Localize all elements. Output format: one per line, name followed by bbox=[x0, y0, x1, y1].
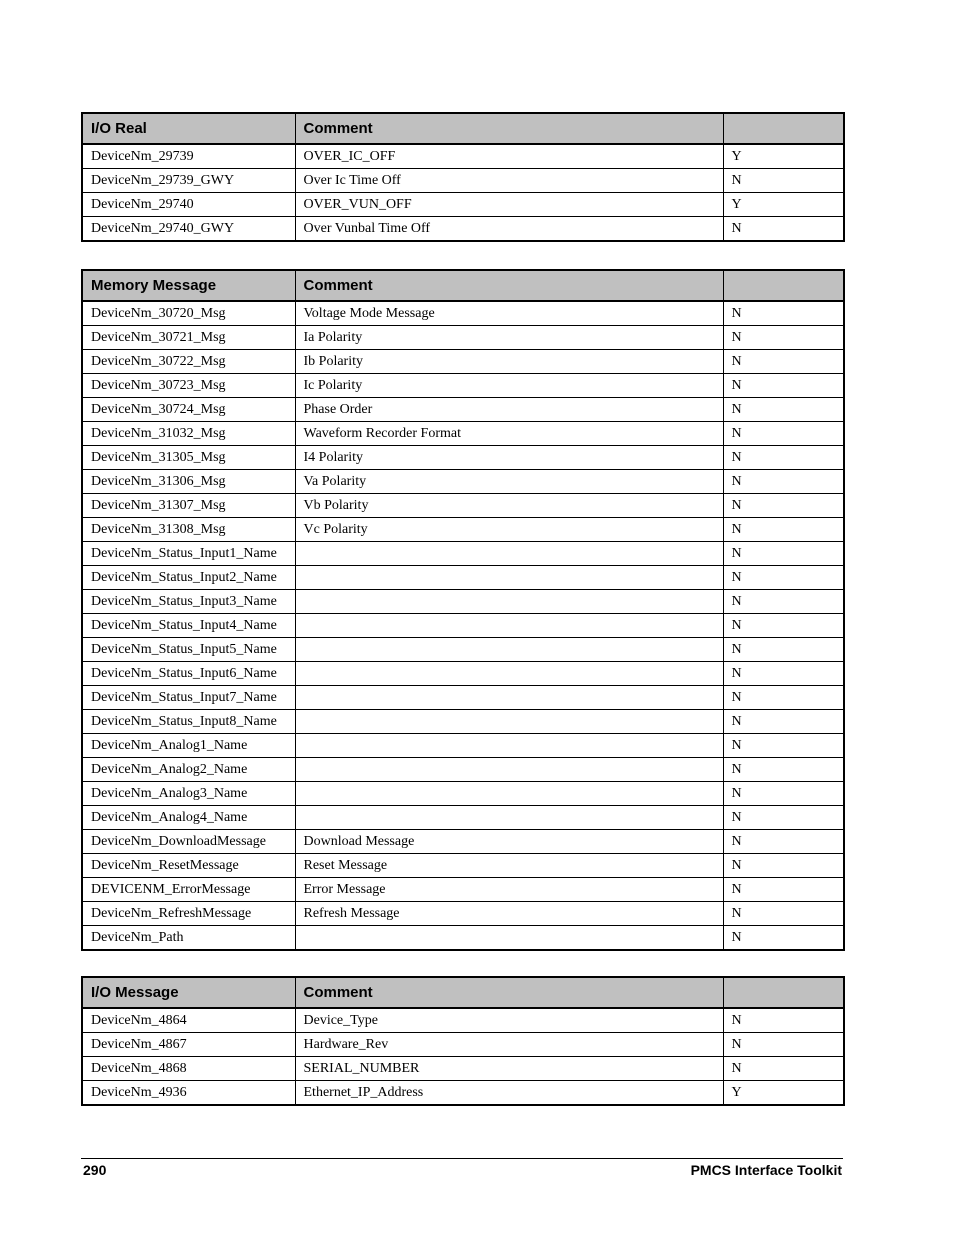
cell-flag: N bbox=[723, 398, 844, 422]
cell-name: DeviceNm_31307_Msg bbox=[82, 494, 295, 518]
cell-name: DeviceNm_31305_Msg bbox=[82, 446, 295, 470]
table-row bbox=[82, 144, 844, 169]
table-row bbox=[82, 326, 844, 350]
cell-name: DeviceNm_30722_Msg bbox=[82, 350, 295, 374]
cell-flag: N bbox=[723, 854, 844, 878]
cell-flag: Y bbox=[723, 1081, 844, 1106]
cell-comment: Phase Order bbox=[295, 398, 723, 422]
book-title: PMCS Interface Toolkit bbox=[690, 1162, 842, 1178]
cell-comment bbox=[295, 926, 723, 951]
cell-flag: N bbox=[723, 686, 844, 710]
cell-name: DeviceNm_Analog3_Name bbox=[82, 782, 295, 806]
table-row bbox=[82, 686, 844, 710]
cell-comment: I4 Polarity bbox=[295, 446, 723, 470]
cell-comment bbox=[295, 566, 723, 590]
cell-flag: N bbox=[723, 518, 844, 542]
header-flag bbox=[723, 270, 844, 301]
cell-comment: Ic Polarity bbox=[295, 374, 723, 398]
table-row bbox=[82, 398, 844, 422]
table-row bbox=[82, 734, 844, 758]
table-row bbox=[82, 494, 844, 518]
header-comment: Comment bbox=[295, 270, 723, 301]
cell-flag: N bbox=[723, 830, 844, 854]
table-row bbox=[82, 446, 844, 470]
cell-flag: N bbox=[723, 638, 844, 662]
cell-flag: N bbox=[723, 301, 844, 326]
cell-name: DeviceNm_30720_Msg bbox=[82, 301, 295, 326]
cell-flag: N bbox=[723, 566, 844, 590]
page-number: 290 bbox=[83, 1162, 107, 1178]
table-row bbox=[82, 350, 844, 374]
cell-flag: N bbox=[723, 217, 844, 242]
table-row bbox=[82, 1033, 844, 1057]
cell-comment bbox=[295, 758, 723, 782]
table-row bbox=[82, 169, 844, 193]
cell-name: DeviceNm_30721_Msg bbox=[82, 326, 295, 350]
cell-name: DeviceNm_Path bbox=[82, 926, 295, 951]
cell-name: DeviceNm_Analog1_Name bbox=[82, 734, 295, 758]
cell-flag: N bbox=[723, 169, 844, 193]
cell-name: DeviceNm_4868 bbox=[82, 1057, 295, 1081]
io-message-table bbox=[81, 976, 845, 1106]
cell-name: DeviceNm_31308_Msg bbox=[82, 518, 295, 542]
cell-flag: Y bbox=[723, 193, 844, 217]
cell-name: DeviceNm_Analog2_Name bbox=[82, 758, 295, 782]
cell-comment bbox=[295, 686, 723, 710]
cell-flag: N bbox=[723, 350, 844, 374]
cell-comment: Download Message bbox=[295, 830, 723, 854]
cell-name: DeviceNm_ResetMessage bbox=[82, 854, 295, 878]
cell-flag: N bbox=[723, 926, 844, 951]
cell-name: DeviceNm_29740_GWY bbox=[82, 217, 295, 242]
cell-comment bbox=[295, 710, 723, 734]
footer-divider bbox=[81, 1158, 843, 1159]
cell-comment bbox=[295, 734, 723, 758]
cell-name: DeviceNm_4936 bbox=[82, 1081, 295, 1106]
header-flag bbox=[723, 977, 844, 1008]
cell-flag: N bbox=[723, 734, 844, 758]
cell-comment: Ethernet_IP_Address bbox=[295, 1081, 723, 1106]
table-row bbox=[82, 301, 844, 326]
table-row bbox=[82, 614, 844, 638]
cell-flag: N bbox=[723, 422, 844, 446]
table-row bbox=[82, 518, 844, 542]
table-row bbox=[82, 1081, 844, 1106]
table-row bbox=[82, 422, 844, 446]
table-row bbox=[82, 1057, 844, 1081]
cell-comment bbox=[295, 806, 723, 830]
cell-comment: Hardware_Rev bbox=[295, 1033, 723, 1057]
cell-comment: Refresh Message bbox=[295, 902, 723, 926]
header-name: I/O Message bbox=[82, 977, 295, 1008]
cell-name: DeviceNm_Status_Input6_Name bbox=[82, 662, 295, 686]
table-row bbox=[82, 542, 844, 566]
cell-flag: N bbox=[723, 782, 844, 806]
cell-comment: Error Message bbox=[295, 878, 723, 902]
cell-comment bbox=[295, 638, 723, 662]
table-row bbox=[82, 193, 844, 217]
table-header-row bbox=[82, 270, 844, 301]
table-row bbox=[82, 710, 844, 734]
table-row bbox=[82, 782, 844, 806]
cell-comment bbox=[295, 542, 723, 566]
table-row bbox=[82, 1008, 844, 1033]
header-name: I/O Real bbox=[82, 113, 295, 144]
cell-name: DeviceNm_Status_Input7_Name bbox=[82, 686, 295, 710]
header-comment: Comment bbox=[295, 977, 723, 1008]
cell-flag: N bbox=[723, 662, 844, 686]
cell-comment: Va Polarity bbox=[295, 470, 723, 494]
cell-name: DeviceNm_31032_Msg bbox=[82, 422, 295, 446]
cell-flag: N bbox=[723, 878, 844, 902]
cell-comment: Vc Polarity bbox=[295, 518, 723, 542]
cell-comment: Ib Polarity bbox=[295, 350, 723, 374]
cell-name: DeviceNm_DownloadMessage bbox=[82, 830, 295, 854]
cell-flag: N bbox=[723, 1008, 844, 1033]
table-row bbox=[82, 470, 844, 494]
cell-flag: N bbox=[723, 446, 844, 470]
table-row bbox=[82, 806, 844, 830]
cell-name: DeviceNm_29739 bbox=[82, 144, 295, 169]
cell-flag: N bbox=[723, 470, 844, 494]
cell-name: DeviceNm_Status_Input3_Name bbox=[82, 590, 295, 614]
cell-comment: Reset Message bbox=[295, 854, 723, 878]
cell-name: DeviceNm_Analog4_Name bbox=[82, 806, 295, 830]
table-row bbox=[82, 638, 844, 662]
cell-name: DeviceNm_Status_Input4_Name bbox=[82, 614, 295, 638]
cell-flag: N bbox=[723, 710, 844, 734]
cell-name: DeviceNm_4864 bbox=[82, 1008, 295, 1033]
cell-comment bbox=[295, 590, 723, 614]
cell-name: DeviceNm_31306_Msg bbox=[82, 470, 295, 494]
cell-name: DeviceNm_Status_Input1_Name bbox=[82, 542, 295, 566]
cell-comment bbox=[295, 662, 723, 686]
table-row bbox=[82, 902, 844, 926]
cell-name: DeviceNm_30724_Msg bbox=[82, 398, 295, 422]
cell-flag: N bbox=[723, 542, 844, 566]
cell-flag: N bbox=[723, 1057, 844, 1081]
table-row bbox=[82, 662, 844, 686]
cell-comment: Waveform Recorder Format bbox=[295, 422, 723, 446]
table-header-row bbox=[82, 113, 844, 144]
cell-flag: N bbox=[723, 326, 844, 350]
cell-comment: Device_Type bbox=[295, 1008, 723, 1033]
header-name: Memory Message bbox=[82, 270, 295, 301]
cell-comment bbox=[295, 782, 723, 806]
cell-comment: Over Vunbal Time Off bbox=[295, 217, 723, 242]
table-row bbox=[82, 878, 844, 902]
table-row bbox=[82, 926, 844, 951]
table-row bbox=[82, 758, 844, 782]
cell-flag: N bbox=[723, 590, 844, 614]
cell-flag: N bbox=[723, 758, 844, 782]
cell-name: DeviceNm_30723_Msg bbox=[82, 374, 295, 398]
cell-name: DeviceNm_4867 bbox=[82, 1033, 295, 1057]
cell-name: DeviceNm_Status_Input8_Name bbox=[82, 710, 295, 734]
cell-flag: N bbox=[723, 1033, 844, 1057]
table-row bbox=[82, 217, 844, 242]
cell-comment: OVER_VUN_OFF bbox=[295, 193, 723, 217]
cell-flag: Y bbox=[723, 144, 844, 169]
memory-message-table bbox=[81, 269, 845, 951]
cell-name: DeviceNm_Status_Input2_Name bbox=[82, 566, 295, 590]
cell-flag: N bbox=[723, 902, 844, 926]
cell-name: DeviceNm_29739_GWY bbox=[82, 169, 295, 193]
cell-flag: N bbox=[723, 494, 844, 518]
io-real-table bbox=[81, 112, 845, 242]
table-row bbox=[82, 590, 844, 614]
cell-comment: Voltage Mode Message bbox=[295, 301, 723, 326]
cell-name: DeviceNm_Status_Input5_Name bbox=[82, 638, 295, 662]
cell-comment: Ia Polarity bbox=[295, 326, 723, 350]
cell-flag: N bbox=[723, 614, 844, 638]
cell-flag: N bbox=[723, 806, 844, 830]
cell-comment: Over Ic Time Off bbox=[295, 169, 723, 193]
table-row bbox=[82, 566, 844, 590]
cell-name: DEVICENM_ErrorMessage bbox=[82, 878, 295, 902]
cell-flag: N bbox=[723, 374, 844, 398]
table-row bbox=[82, 374, 844, 398]
header-flag bbox=[723, 113, 844, 144]
header-comment: Comment bbox=[295, 113, 723, 144]
table-row bbox=[82, 854, 844, 878]
cell-comment: SERIAL_NUMBER bbox=[295, 1057, 723, 1081]
table-header-row bbox=[82, 977, 844, 1008]
cell-comment: Vb Polarity bbox=[295, 494, 723, 518]
cell-name: DeviceNm_29740 bbox=[82, 193, 295, 217]
cell-name: DeviceNm_RefreshMessage bbox=[82, 902, 295, 926]
cell-comment: OVER_IC_OFF bbox=[295, 144, 723, 169]
cell-comment bbox=[295, 614, 723, 638]
table-row bbox=[82, 830, 844, 854]
